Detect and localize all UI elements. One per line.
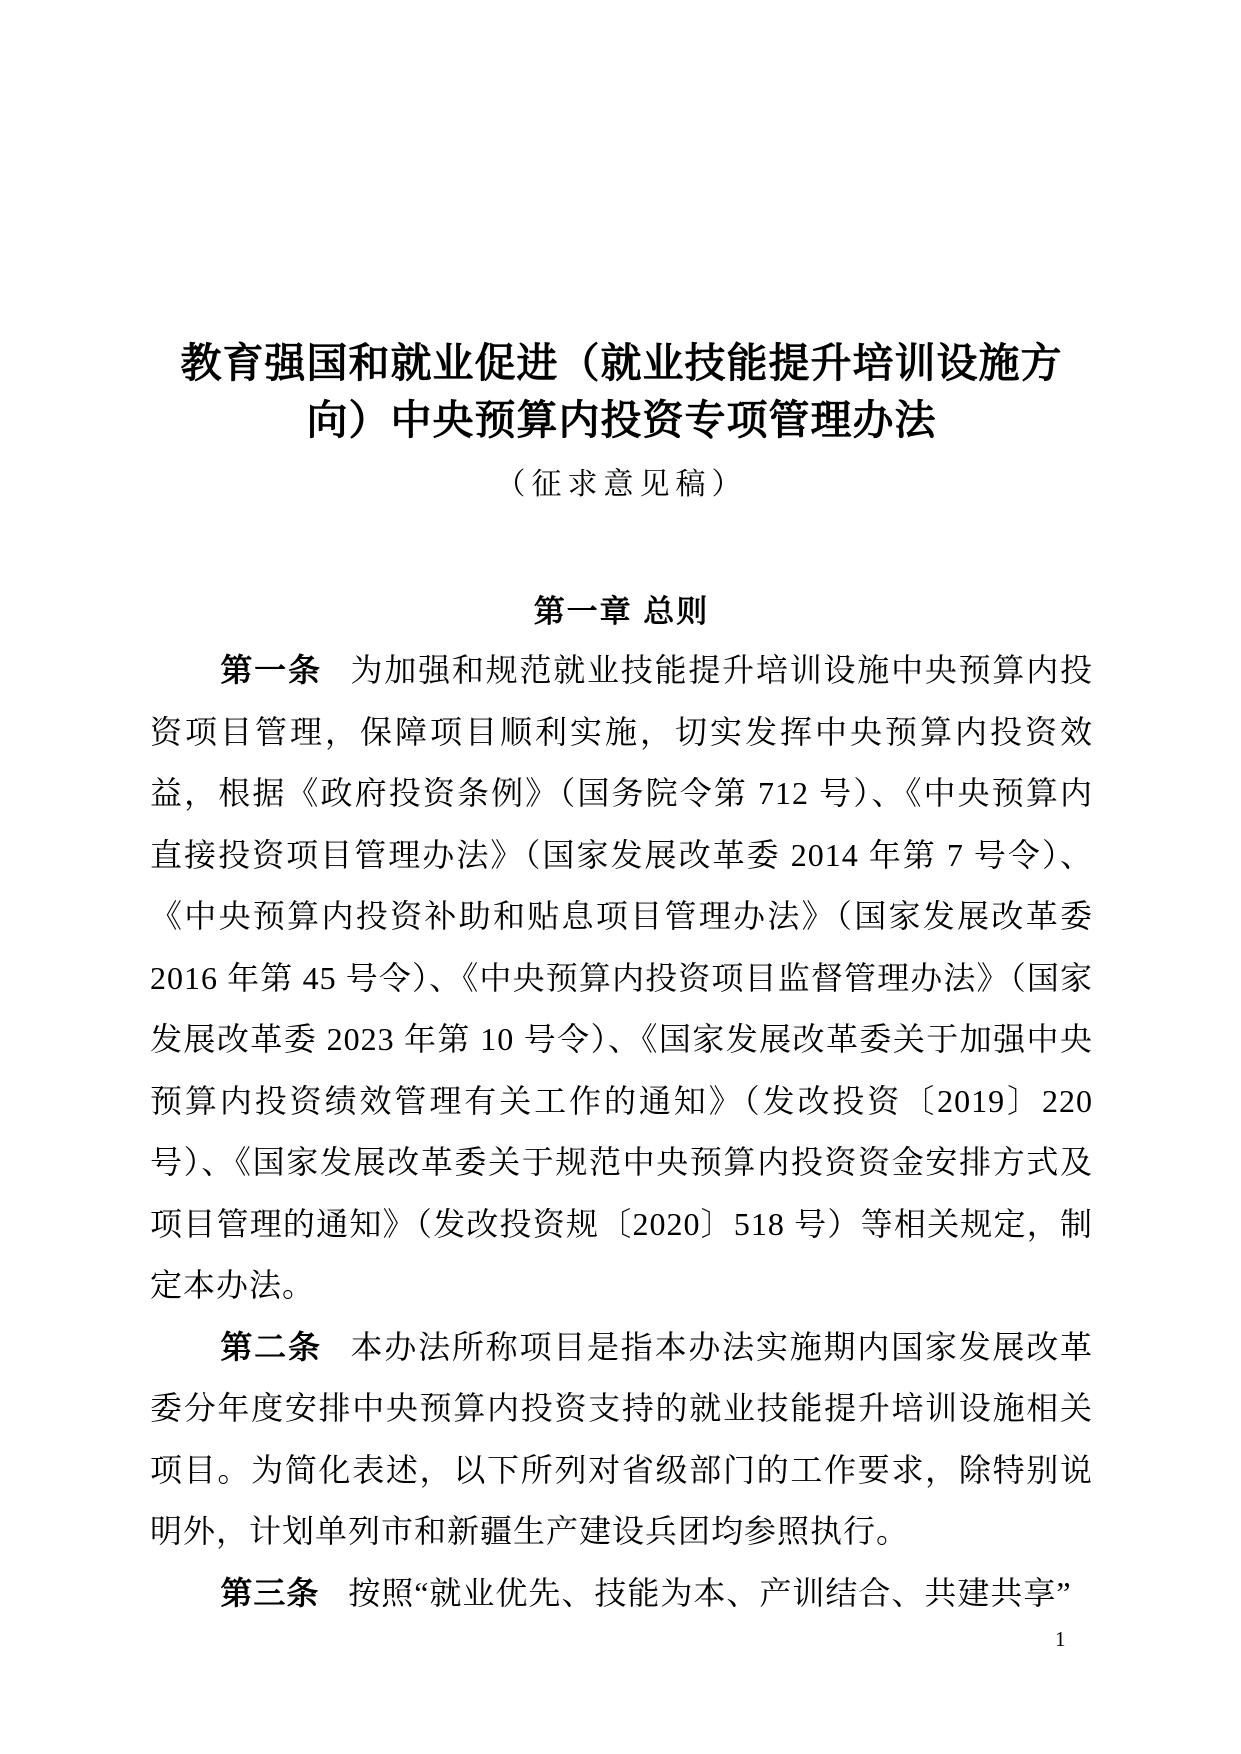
document-title <box>150 335 1093 449</box>
document-title-line2: 向）中央预算内投资专项管理办法 <box>306 397 937 443</box>
document-title-line1: 教育强国和就业促进（就业技能提升培训设施方 <box>180 340 1063 386</box>
article-paragraph-3 <box>150 1563 1093 1625</box>
document-content <box>150 0 1093 1624</box>
article-3-text: 按照“就业优先、技能为本、产训结合、共建共享” <box>348 1574 1072 1611</box>
chapter-heading: 第一章 总则 <box>533 594 710 629</box>
document-subtitle: （征求意见稿） <box>495 468 748 501</box>
article-2-number: 第二条 <box>220 1328 322 1365</box>
article-paragraph-1 <box>150 640 1093 1317</box>
article-3-number: 第三条 <box>220 1574 320 1611</box>
body-text <box>150 640 1093 1624</box>
page-number: 1 <box>1055 1627 1066 1651</box>
article-2-text: 本办法所称项目是指本办法实施期内国家发展改革委分年度安排中央预算内投资支持的就业技能提升培训设施相关项目。为简化表述，以下所列对省级部门的工作要求，除特别说明外，计划单列市和新疆生产建设兵团均参照执行。 <box>150 1328 1093 1549</box>
article-paragraph-2 <box>150 1317 1093 1563</box>
article-1-text: 为加强和规范就业技能提升培训设施中央预算内投资项目管理，保障项目顺利实施，切实发挥中央预算内投资效益，根据《政府投资条例》（国务院令第 712 号）、《中央预算内直接投资项目管理办法》（国家发展改革委 2014 年第 7 号令）、《中央预算内投资补助和贴息项目管理办法》（国家发展改革委 2016 年第 45 号令）、《中央预算内投资项目监督管理办法》（国家发展改革委 2023 年第 10 号令）、《国家发展改革委关于加强中央预算内投资绩效管理有关工作的通知》（发改投资〔2019〕220 号）、《国家发展改革委关于规范中央预算内投资资金安排方式及项目管理的通知》（发改投资规〔2020〕518 号）等相关规定，制定本办法。 <box>150 652 1093 1303</box>
article-1-number: 第一条 <box>220 652 322 688</box>
